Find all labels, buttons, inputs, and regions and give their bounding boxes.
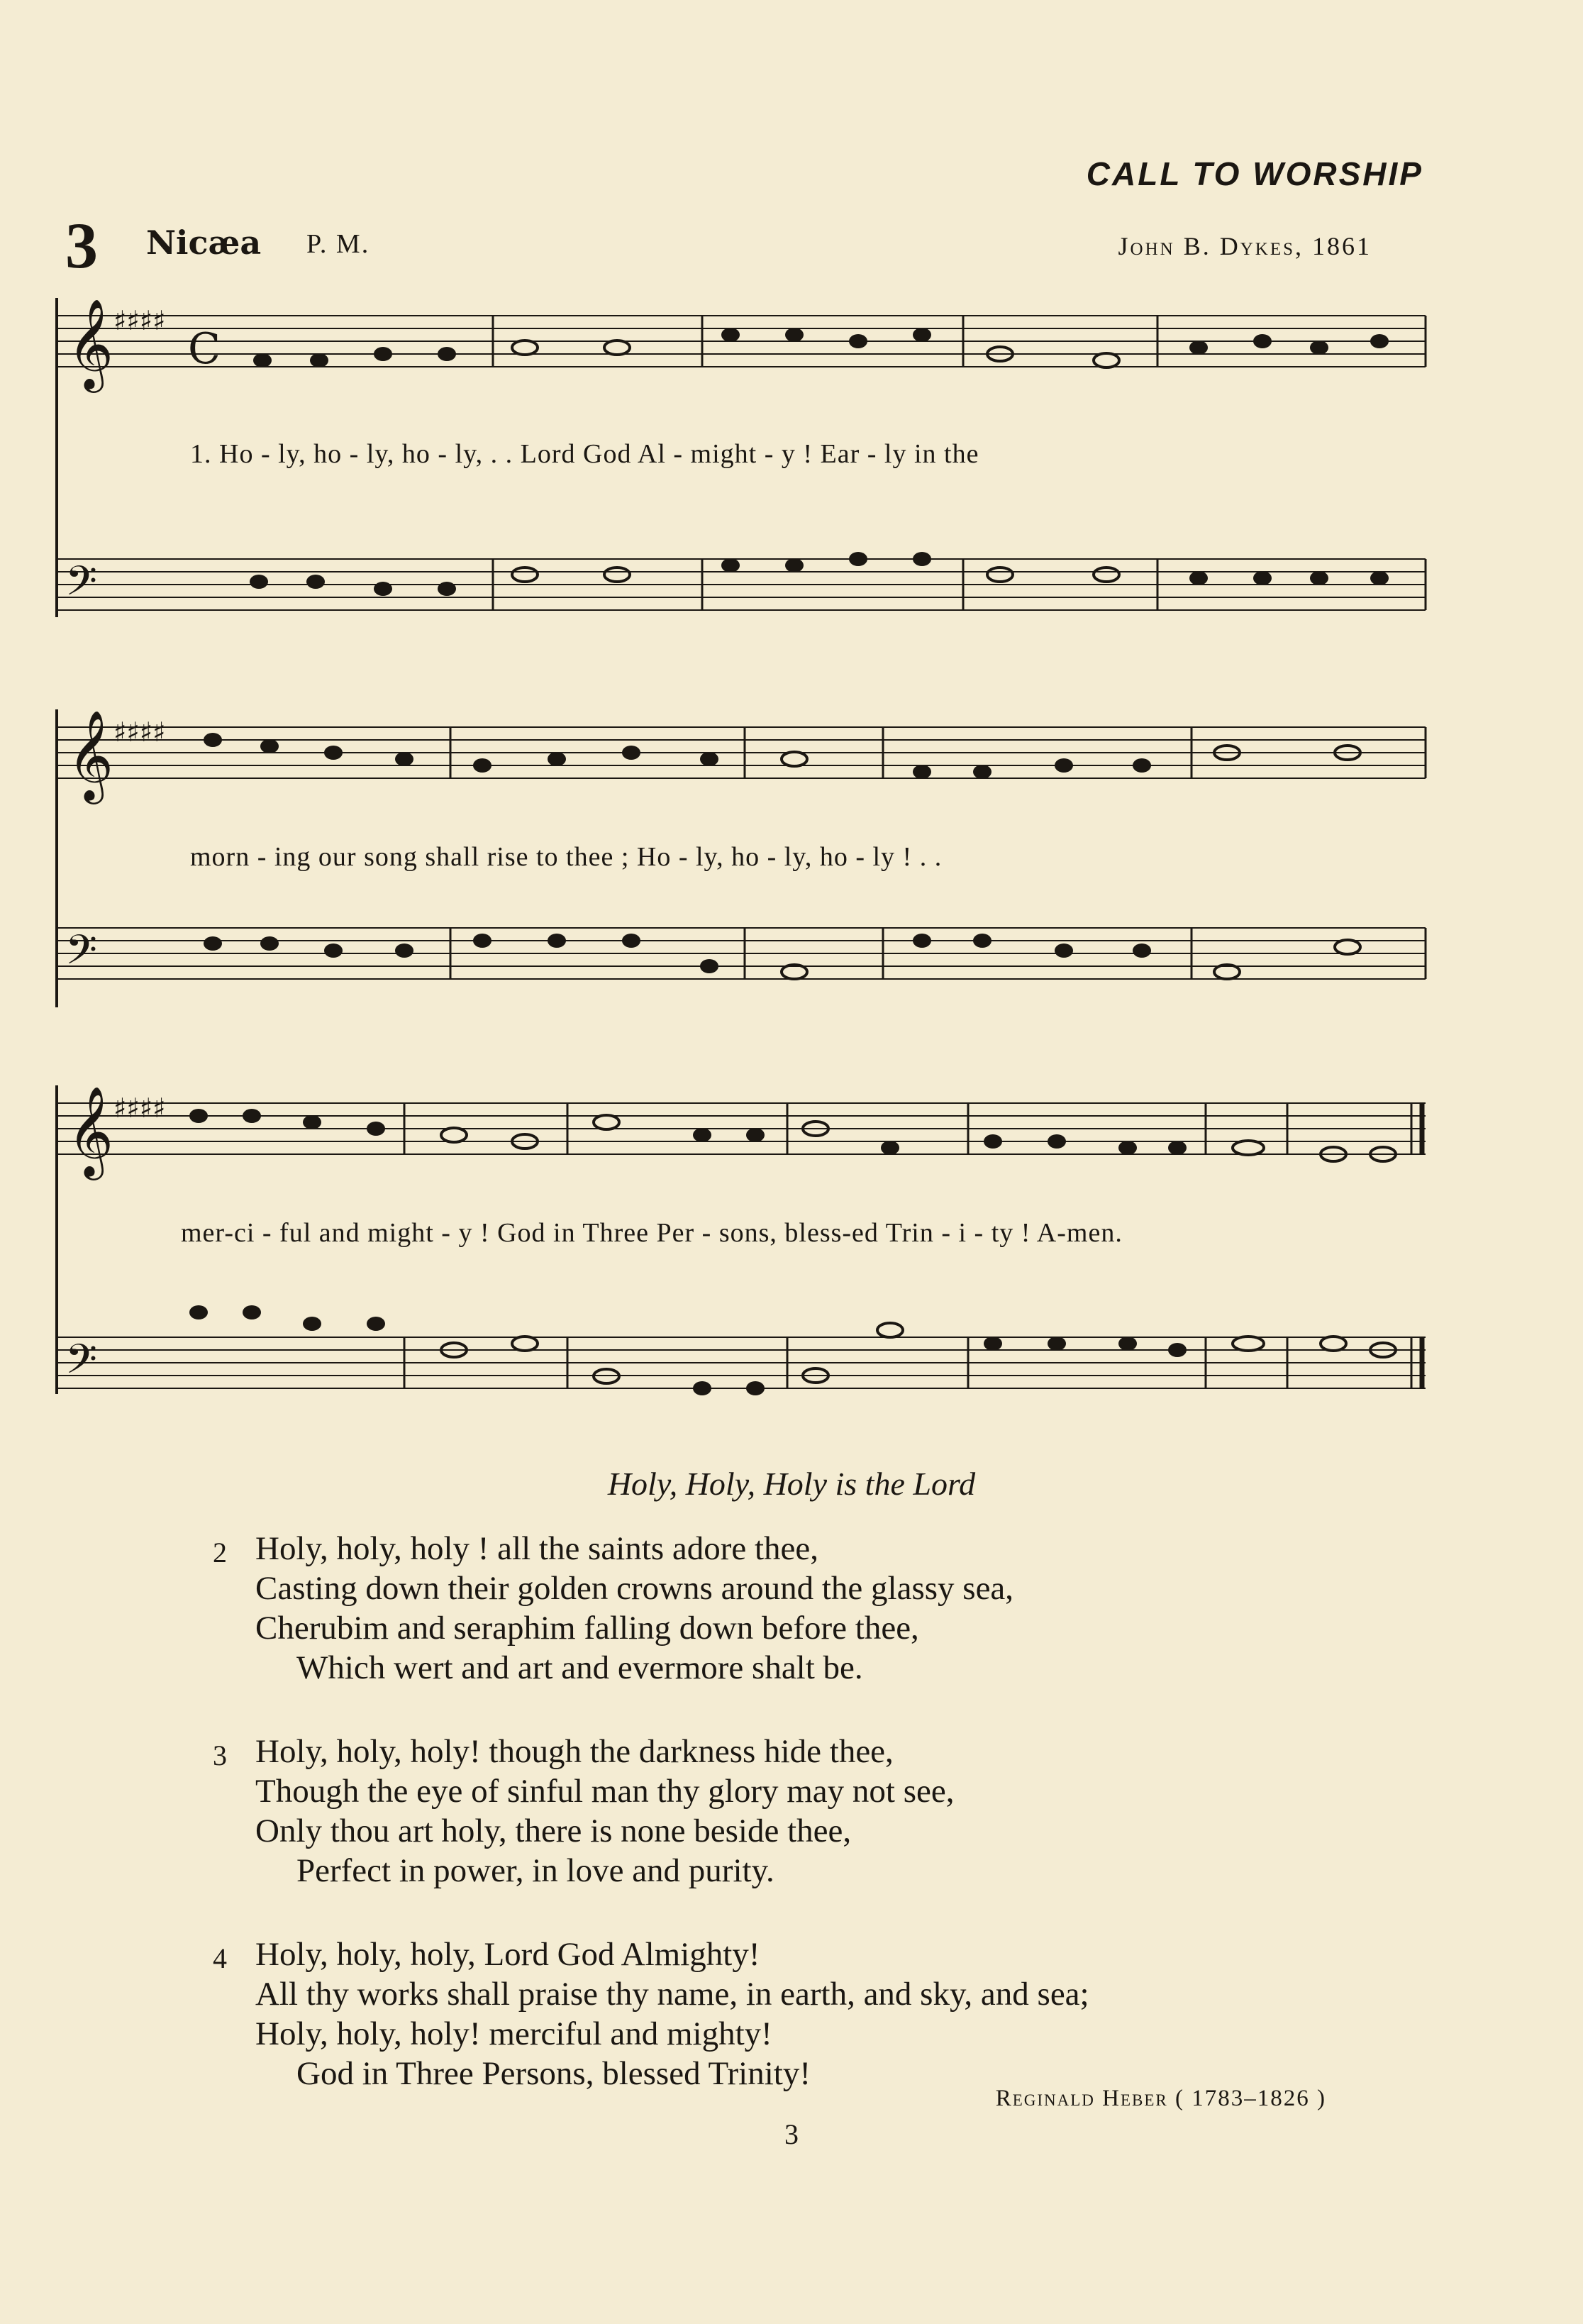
lyric-line-2: morn - ing our song shall rise to thee ; Ho - ly, ho - ly, ho - ly ! . . — [190, 842, 943, 872]
treble-clef-3: 𝄞 — [67, 1085, 114, 1176]
key-signature-3: ♯♯♯♯ — [113, 1092, 166, 1124]
lyric-line-1: 1. Ho - ly, ho - ly, ho - ly, . . Lord God Al - might - y ! Ear - ly in the — [190, 439, 979, 469]
bass-clef-1: 𝄢 — [65, 557, 98, 615]
stanza-line — [213, 1935, 1418, 1974]
stanza-line — [213, 1732, 1418, 1771]
stanza-line: Cherubim and seraphim falling down before thee, — [255, 1610, 919, 1647]
treble-clef-1: 𝄞 — [67, 298, 114, 389]
staff-3-treble — [57, 1103, 1426, 1154]
staff-2-treble — [57, 727, 1426, 778]
stanza-4 — [213, 1935, 1418, 2093]
stanza-number: 4 — [213, 1942, 227, 1974]
staff-2-bass — [57, 928, 1426, 979]
bass-clef-3: 𝄢 — [65, 1335, 98, 1393]
stanza-number: 2 — [213, 1537, 227, 1568]
stanza-line: God in Three Persons, blessed Trinity! — [296, 2055, 811, 2092]
key-signature-1: ♯♯♯♯ — [113, 305, 166, 336]
stanza-2 — [213, 1529, 1418, 1688]
lyric-line-3: mer-ci - ful and might - y ! God in Three Per - sons, bless-ed Trin - i - ty ! A-men. — [181, 1218, 1123, 1248]
stanza-line — [213, 1529, 1418, 1568]
composer: John B. Dykes, 1861 — [1118, 232, 1372, 260]
meter: P. M. — [306, 229, 370, 259]
page-number: 3 — [784, 2118, 799, 2150]
tune-name: Nicæa — [146, 223, 262, 262]
stanza-line: All thy works shall praise thy name, in earth, and sky, and sea; — [255, 1976, 1089, 2013]
stanza-line: Perfect in power, in love and purity. — [296, 1852, 774, 1889]
stanza-3 — [213, 1732, 1418, 1891]
key-signature-2: ♯♯♯♯ — [113, 716, 166, 748]
stanza-line: Casting down their golden crowns around the glassy sea, — [255, 1570, 1014, 1607]
stanza-number: 3 — [213, 1739, 227, 1771]
stanza-text: Holy, holy, holy ! all the saints adore thee, — [255, 1530, 819, 1567]
notes-3 — [189, 1109, 1396, 1395]
stanza-line: Though the eye of sinful man thy glory may not see, — [255, 1773, 955, 1810]
hymn-author: Reginald Heber ( 1783–1826 ) — [995, 2086, 1326, 2111]
stanza-line: Only thou art holy, there is none beside thee, — [255, 1813, 852, 1849]
stanza-line: Holy, holy, holy! merciful and mighty! — [255, 2015, 772, 2052]
stanza-line: Which wert and art and evermore shalt be. — [296, 1649, 863, 1686]
staff-3-bass — [57, 1337, 1426, 1388]
section-title: CALL TO WORSHIP — [1086, 155, 1423, 192]
bass-clef-2: 𝄢 — [65, 926, 98, 984]
stanzas — [213, 1529, 1418, 2137]
hymn-caption: Holy, Holy, Holy is the Lord — [607, 1466, 976, 1502]
stanza-text: Holy, holy, holy, Lord God Almighty! — [255, 1936, 760, 1973]
treble-clef-2: 𝄞 — [67, 709, 114, 800]
hymn-number: 3 — [65, 209, 98, 282]
time-signature-1: C — [188, 324, 221, 374]
stanza-text: Holy, holy, holy! though the darkness hide thee, — [255, 1733, 894, 1770]
